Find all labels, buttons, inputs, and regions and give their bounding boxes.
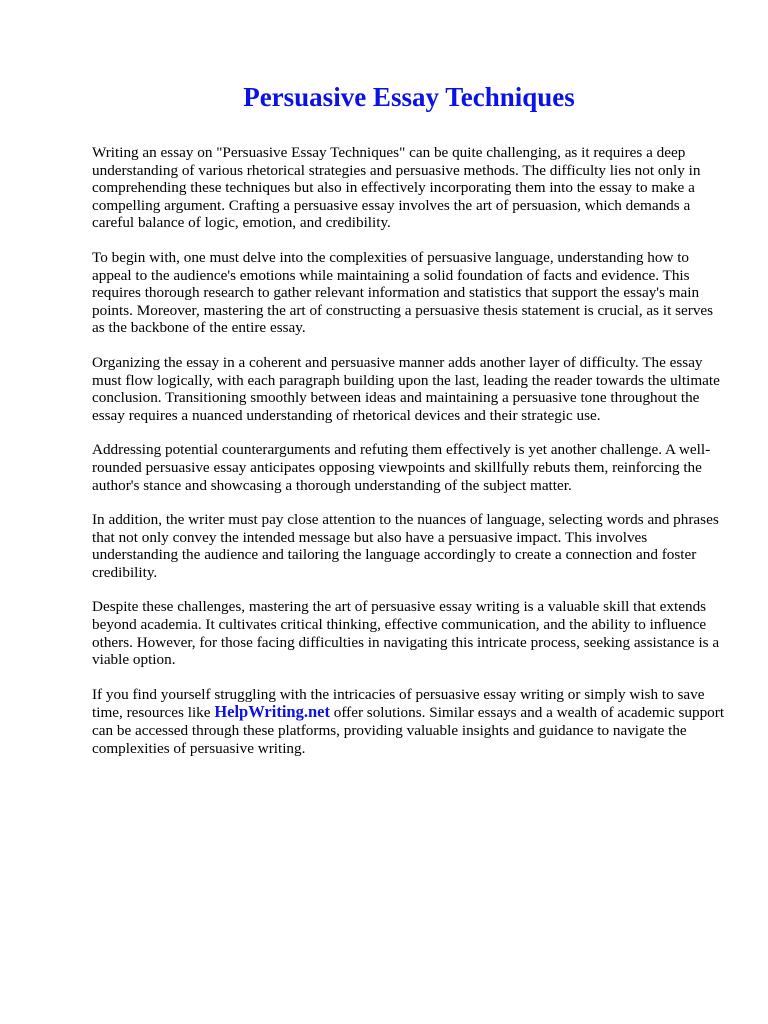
paragraph-7	[92, 686, 728, 757]
paragraph-7-after-link: offer solutions. Similar essays and a wealth of academic support can be accessed through these platforms, providing valuable insights and guidance to navigate the complexities of persuasive writing.	[92, 704, 725, 757]
paragraph-5: In addition, the writer must pay close attention to the nuances of language, selecting words and phrases that not only convey the intended message but also have a persuasive impact. This involves understanding the audience and tailoring the language accordingly to create a connection and foster credibility.	[92, 511, 719, 581]
paragraph-6: Despite these challenges, mastering the art of persuasive essay writing is a valuable skill that extends beyond academia. It cultivates critical thinking, effective communication, and the ability to influence others. However, for those facing difficulties in navigating this intricate process, seeking assistance is a viable option.	[92, 598, 720, 669]
paragraph-2: To begin with, one must delve into the complexities of persuasive language, understanding how to appeal to the audience's emotions while maintaining a solid foundation of facts and evidence. This requires thorough research to gather relevant information and statistics that support the essay's main points. Moreover, mastering the art of constructing a persuasive thesis statement is crucial, as it serves as the backbone of the entire essay.	[92, 248, 714, 337]
paragraph-7-before-link: If you find yourself struggling with the intricacies of persuasive essay writing or simply wish to save time, resources like	[92, 685, 705, 722]
paragraph-4: Addressing potential counterarguments and refuting them effectively is yet another challenge. A well-rounded persuasive essay anticipates opposing viewpoints and skillfully rebuts them, reinforcing the author's stance and showcasing a thorough understanding of the subject matter.	[92, 441, 711, 494]
paragraph-1: Writing an essay on "Persuasive Essay Techniques" can be quite challenging, as it requires a deep understanding of various rhetorical strategies and persuasive methods. The difficulty lies not only in comprehending these techniques but also in effectively incorporating them into the essay to make a compelling argument. Crafting a persuasive essay involves the art of persuasion, which demands a careful balance of logic, emotion, and credibility.	[92, 144, 701, 232]
page-title: Persuasive Essay Techniques	[243, 82, 575, 112]
helpwriting-link[interactable]: HelpWriting.net	[214, 702, 330, 722]
document-body	[92, 144, 728, 774]
paragraph-3: Organizing the essay in a coherent and persuasive manner adds another layer of difficulty. The essay must flow logically, with each paragraph building upon the last, leading the reader towards the ultimate conclusion. Transitioning smoothly between ideas and maintaining a persuasive tone throughout the essay requires a nuanced understanding of rhetorical devices and their strategic use.	[92, 353, 720, 424]
